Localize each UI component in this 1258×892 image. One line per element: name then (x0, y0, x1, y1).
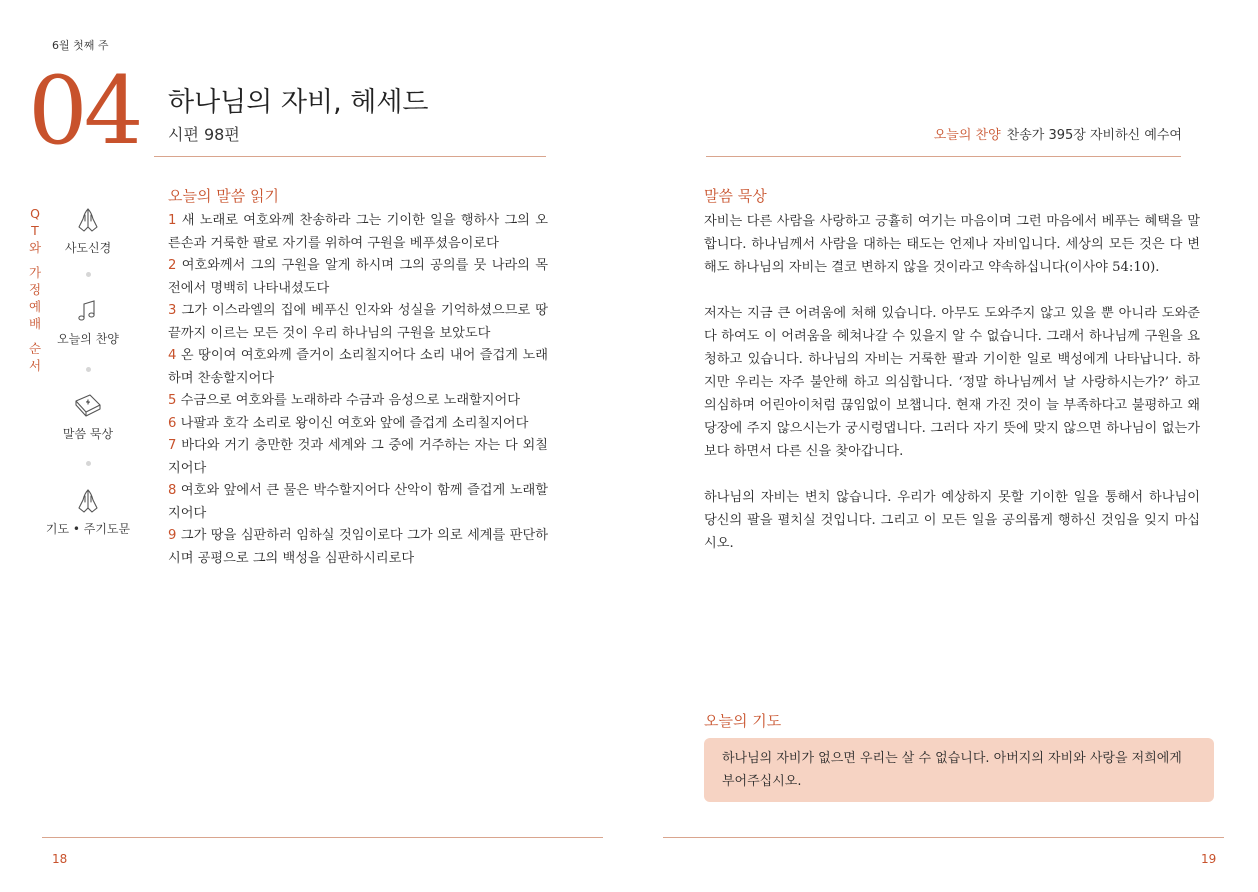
footer-divider (663, 837, 1224, 838)
prayer-box (704, 738, 1214, 802)
bible-book-icon (72, 391, 104, 421)
title-divider (154, 156, 546, 157)
week-label: 6월 첫째 주 (52, 39, 109, 52)
prayer-text: 하나님의 자비가 없으면 우리는 살 수 없습니다. 아버지의 자비와 사랑을 저희에게 부어주십시오. (722, 751, 1182, 789)
paragraph: 자비는 다른 사람을 사랑하고 긍휼히 여기는 마음이며 그런 마음에서 베푸는 혜택을 말합니다. 하나님께서 사람을 대하는 태도는 언제나 자비입니다. 세상의 모든 것은 다 변해도 하나님의 자비는 결코 변하지 않을 것이라고 약속하십니다(이사야 54:10). (704, 214, 1200, 275)
verse: 7 바다와 거기 충만한 것과 세계와 그 중에 거주하는 자는 다 외칠지어다 (168, 438, 548, 476)
paragraph: 하나님의 자비는 변치 않습니다. 우리가 예상하지 못할 기이한 일을 통해서 하나님이 당신의 팔을 펼치실 것입니다. 그리고 이 모든 일을 공의롭게 행하신 것임을 잊지 마십시오. (704, 490, 1200, 551)
nav-label: 말씀 묵상 (62, 427, 114, 441)
nav-separator-dot (86, 367, 91, 372)
meditation-text (704, 210, 1200, 578)
praying-hands-icon (73, 205, 103, 235)
nav-label: 오늘의 찬양 (57, 332, 119, 346)
header-divider (706, 156, 1181, 157)
verse: 8 여호와 앞에서 큰 물은 박수할지어다 산악이 함께 즐겁게 노래할지어다 (168, 483, 548, 521)
todays-hymn (934, 124, 1182, 143)
nav-apostles-creed (43, 205, 133, 256)
nav-meditation (43, 391, 133, 442)
worship-order-label: Q T 와 가 정 예 배 순 서 (28, 206, 42, 373)
meditation-heading: 말씀 묵상 (704, 187, 767, 205)
verse: 6 나팔과 호각 소리로 왕이신 여호와 앞에 즐겁게 소리칠지어다 (168, 415, 529, 431)
verse: 9 그가 땅을 심판하러 임하실 것임이로다 그가 의로 세계를 판단하시며 공평으로 그의 백성을 심판하시리로다 (168, 528, 548, 566)
praying-hands-icon (73, 486, 103, 516)
page-number-left: 18 (52, 852, 68, 866)
verse: 2 여호와께서 그의 구원을 알게 하시며 그의 공의를 뭇 나라의 목전에서 명백히 나타내셨도다 (168, 258, 548, 296)
hymn-title: 찬송가 395장 자비하신 예수여 (1006, 128, 1182, 143)
nav-label: 사도신경 (64, 241, 112, 255)
verse: 5 수금으로 여호와를 노래하라 수금과 음성으로 노래할지어다 (168, 393, 521, 408)
nav-label: 기도 • 주기도문 (45, 522, 131, 536)
paragraph: 저자는 지금 큰 어려움에 처해 있습니다. 아무도 도와주지 않고 있을 뿐 아니라 도와준다 하여도 이 어려움을 헤쳐나갈 수 있을지 알 수 없습니다. 그래서 하나님께 구원을 요청하고 있습니다. 하나님의 자비는 거룩한 팔과 기이한 일로 백성에게 나타납니다. 하지만 우리는 자주 불안해 하고 의심합니다. ‘정말 하나님께서 날 사랑하시는가?’ 하고 의심하며 어린아이처럼 끊임없이 보챕니다. 현재 가진 것이 늘 부족하다고 불평하고 왜 당장에 주지 않으시는가 궁시렁댑니다. 그러다 자기 뜻에 맞지 않으면 하나님이 없는가 보다 하면서 다른 신을 찾아갑니다. (704, 306, 1200, 459)
hymn-label: 오늘의 찬양 (933, 128, 1001, 143)
prayer-heading: 오늘의 기도 (704, 712, 782, 730)
nav-prayer (43, 486, 133, 537)
nav-separator-dot (86, 272, 91, 277)
scripture-text (168, 210, 548, 570)
verse: 3 그가 이스라엘의 집에 베푸신 인자와 성실을 기억하셨으므로 땅 끝까지 이르는 모든 것이 우리 하나님의 구원을 보았도다 (168, 303, 549, 341)
lesson-number: 04 (28, 57, 140, 166)
nav-todays-hymn (43, 296, 133, 347)
footer-divider (42, 837, 603, 838)
music-note-icon (73, 296, 103, 326)
page-number-right: 19 (1201, 852, 1217, 866)
scripture-reference: 시편 98편 (168, 125, 240, 144)
verse: 1 새 노래로 여호와께 찬송하라 그는 기이한 일을 행하사 그의 오른손과 거룩한 팔로 자기를 위하여 구원을 베푸셨음이로다 (168, 213, 548, 251)
page-title: 하나님의 자비, 헤세드 (168, 87, 429, 118)
verse: 4 온 땅이여 여호와께 즐거이 소리칠지어다 소리 내어 즐겁게 노래하며 찬송할지어다 (168, 348, 548, 386)
nav-separator-dot (86, 461, 91, 466)
reading-heading: 오늘의 말씀 읽기 (168, 187, 279, 205)
